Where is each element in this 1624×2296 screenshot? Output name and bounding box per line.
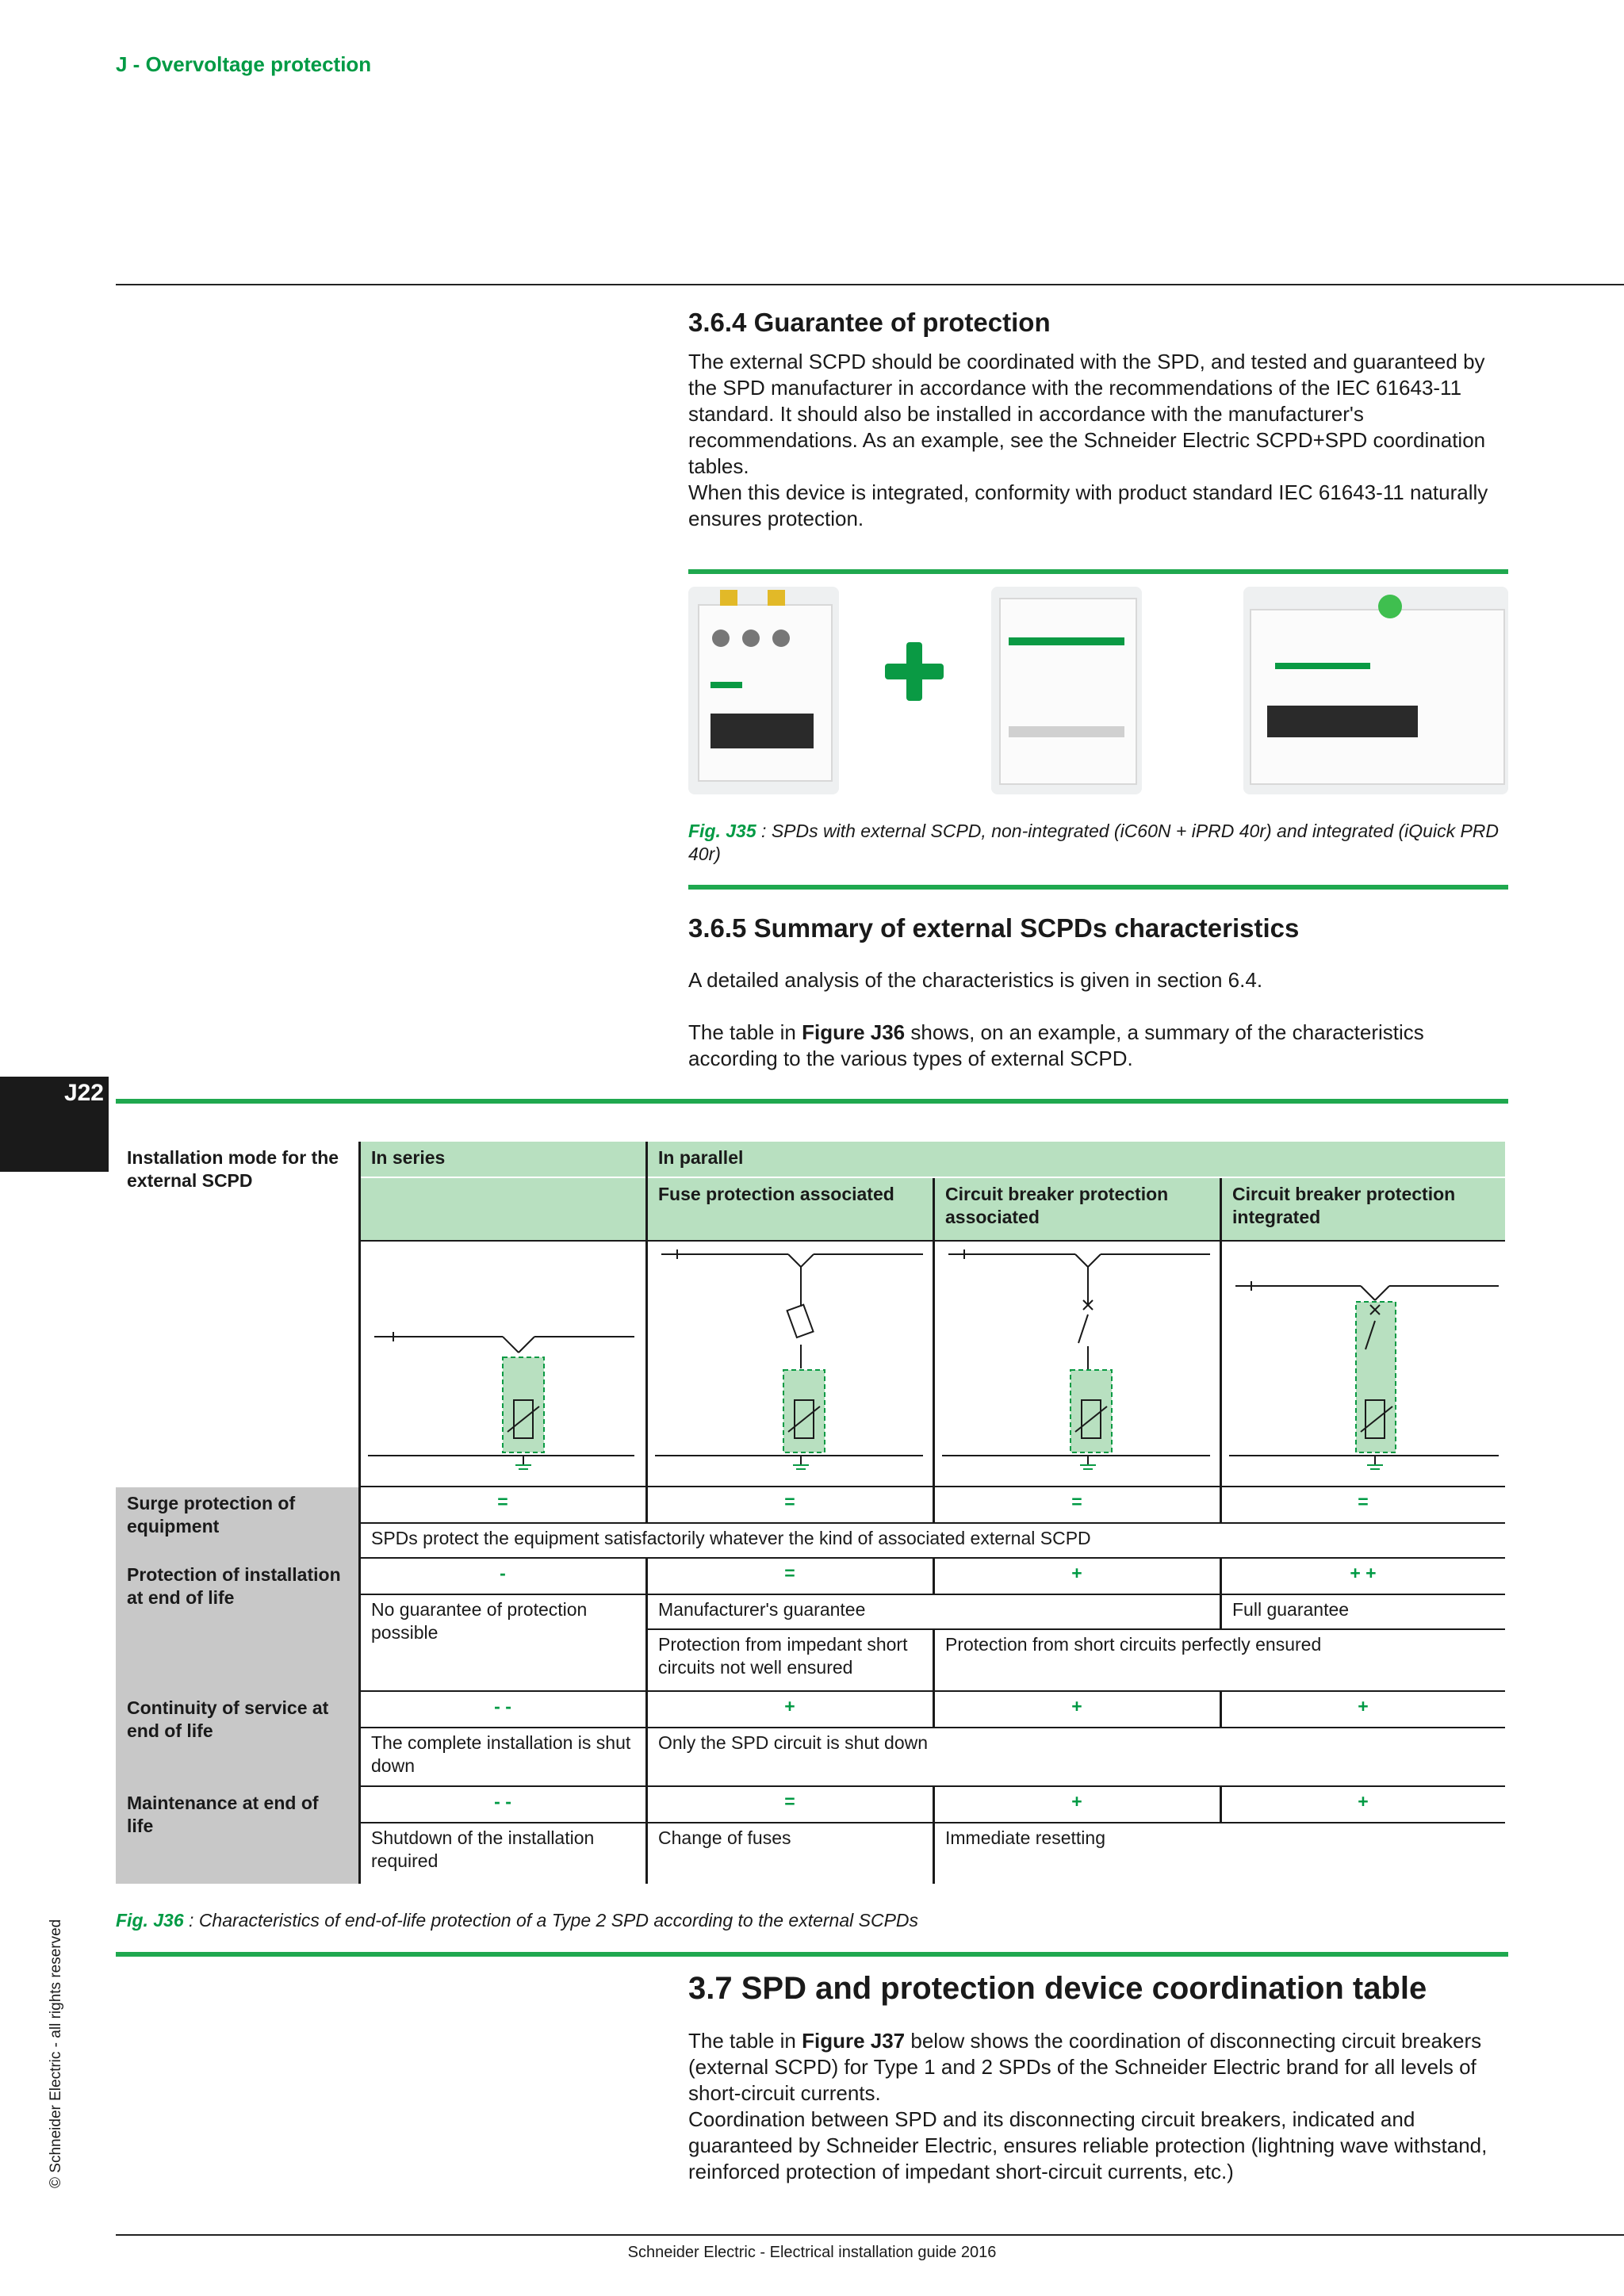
eol-note-series: No guarantee of protection possible (371, 1599, 588, 1643)
grid-line (933, 1787, 935, 1884)
circuit-breaker-photo (688, 587, 839, 794)
caption-text: : Characteristics of end-of-life protection of a Type 2 SPD according to the external SCPDs (183, 1910, 919, 1931)
grid-line (933, 1178, 935, 1487)
figure-label: Fig. J35 (688, 821, 756, 841)
grid-line (358, 1142, 361, 1884)
paragraph: When this device is integrated, conformity with product standard IEC 61643-11 naturally ensures protection. (688, 480, 1488, 530)
header-in-parallel: In parallel (647, 1142, 1505, 1177)
paragraph: The external SCPD should be coordinated with the SPD, and tested and guaranteed by the SPD manufacturer in accordance with the recommendations of the IEC 61643-11 standard. It should also be installed in accordance with the manufacturer's recommendations. As an example, see the Schneider Electric SCPD+SPD coordination tables. (688, 350, 1486, 478)
rating-maint-fuse: = (784, 1791, 795, 1812)
header-blank (360, 1178, 645, 1240)
paragraph: Coordination between SPD and its disconnecting circuit breakers, indicated and guaranteed by Schneider Electric, ensures reliable protection (lightning wave withstand, reinforced protection of impedant short-circuit currents, etc.) (688, 2107, 1488, 2183)
grid-line (647, 1628, 1505, 1630)
cont-note-series: The complete installation is shut down (371, 1732, 631, 1776)
green-rule (688, 885, 1508, 890)
integrated-spd-photo (1243, 587, 1508, 794)
cont-note-parallel: Only the SPD circuit is shut down (658, 1732, 929, 1753)
eol-note-cb: Protection from short circuits perfectly ensured (945, 1634, 1322, 1655)
section-body-364 (688, 349, 1513, 532)
row-label-continuity: Continuity of service at end of life (116, 1692, 358, 1787)
bottom-rule (116, 2234, 1624, 2236)
grid-line (933, 1559, 935, 1595)
grid-line (360, 1594, 1505, 1595)
maint-note-series: Shutdown of the installation required (371, 1827, 595, 1871)
row-label-maintenance: Maintenance at end of life (116, 1787, 358, 1884)
section-body-365 (688, 967, 1513, 1072)
maint-note-fuse: Change of fuses (658, 1827, 791, 1848)
section-title-365: 3.6.5 Summary of external SCPDs characteristics (688, 913, 1300, 943)
rating-cont-cb: + (1071, 1696, 1082, 1716)
section-header: J - Overvoltage protection (116, 52, 372, 76)
grid-line (1220, 1787, 1222, 1823)
row-label-eol: Protection of installation at end of life (116, 1559, 358, 1692)
grid-line (360, 1727, 1505, 1728)
grid-line (645, 1559, 648, 1884)
paragraph: The table in Figure J37 below shows the coordination of disconnecting circuit breakers (external SCPD) for Type 1 and 2 SPDs of the Schneider Electric brand for all levels of short-circuit currents. (688, 2029, 1482, 2105)
grid-line (360, 1690, 1505, 1692)
eol-note-fuse: Protection from impedant short circuits not well ensured (658, 1634, 908, 1678)
side-copyright: © Schneider Electric - all rights reserved (48, 1919, 64, 2188)
rating-cont-cbi: + (1358, 1696, 1369, 1716)
grid-line (933, 1487, 935, 1524)
rating-cont-fuse: + (784, 1696, 795, 1716)
header-in-series: In series (360, 1142, 645, 1177)
page-number: J22 (63, 1080, 104, 1106)
rating-maint-cbi: + (1358, 1791, 1369, 1812)
green-rule (116, 1099, 1508, 1104)
grid-line (1220, 1178, 1222, 1487)
spd-photo (991, 587, 1142, 794)
table-j36 (116, 1142, 1505, 1884)
grid-line (1220, 1692, 1222, 1728)
rating-eol-cb: + (1071, 1563, 1082, 1583)
section-title-37: 3.7 SPD and protection device coordination table (688, 1971, 1427, 2006)
rating-maint-cb: + (1071, 1791, 1082, 1812)
footer: Schneider Electric - Electrical installation guide 2016 (627, 2244, 997, 2261)
rating-eol-fuse: = (784, 1563, 795, 1583)
rating-maint-series: - - (494, 1791, 511, 1812)
plus-icon (885, 642, 944, 701)
grid-line (1220, 1487, 1222, 1524)
row-label-surge: Surge protection of equipment (116, 1487, 358, 1559)
eol-note-manufacturer: Manufacturer's guarantee (658, 1599, 866, 1620)
grid-line (933, 1692, 935, 1728)
rating-surge-cb: = (1071, 1491, 1082, 1512)
page-number-tab (0, 1077, 109, 1172)
figure-j35-caption (688, 820, 1505, 866)
grid-line (360, 1822, 1505, 1823)
rating-surge-fuse: = (784, 1491, 795, 1512)
header-fuse: Fuse protection associated (647, 1178, 933, 1240)
maint-note-cb: Immediate resetting (945, 1827, 1105, 1848)
section-body-37 (688, 2028, 1513, 2185)
rating-eol-cbi: + + (1350, 1563, 1377, 1583)
header-cb: Circuit breaker protection associated (934, 1178, 1220, 1240)
grid-line (360, 1557, 1505, 1559)
section-title-364: 3.6.4 Guarantee of protection (688, 308, 1051, 337)
grid-line (645, 1142, 648, 1487)
figure-j36-caption (116, 1909, 1464, 1932)
grid-line (360, 1240, 1505, 1242)
grid-line (933, 1628, 935, 1692)
caption-text: : SPDs with external SCPD, non-integrated (iC60N + iPRD 40r) and integrated (iQuick PRD 40r) (688, 821, 1500, 864)
green-rule (688, 569, 1508, 574)
figure-label: Fig. J36 (116, 1910, 184, 1931)
top-rule (116, 284, 1624, 285)
rating-surge-cbi: = (1358, 1491, 1369, 1512)
paragraph: The table in Figure J36 shows, on an example, a summary of the characteristics according to the various types of external SCPD. (688, 1020, 1424, 1070)
figure-j35-image (688, 587, 1508, 801)
green-rule (116, 1952, 1508, 1957)
rating-eol-series: - (500, 1563, 506, 1583)
grid-line (360, 1486, 1505, 1487)
grid-line (360, 1785, 1505, 1787)
grid-line (645, 1487, 648, 1524)
surge-note: SPDs protect the equipment satisfactorily whatever the kind of associated external SCPD (371, 1528, 1091, 1548)
eol-note-full: Full guarantee (1232, 1599, 1350, 1620)
rating-cont-series: - - (494, 1696, 511, 1716)
corner-label: Installation mode for the external SCPD (127, 1147, 339, 1191)
grid-line (360, 1522, 1505, 1524)
paragraph: A detailed analysis of the characteristics is given in section 6.4. (688, 968, 1263, 992)
header-cbi: Circuit breaker protection integrated (1221, 1178, 1505, 1240)
rating-surge-series: = (497, 1491, 508, 1512)
